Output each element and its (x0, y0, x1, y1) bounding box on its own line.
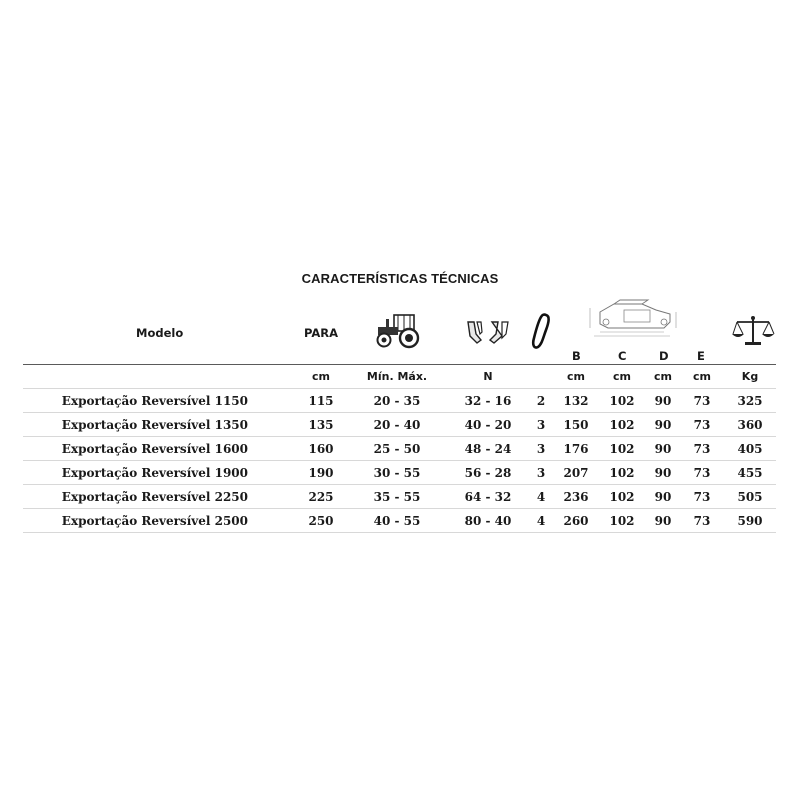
row-rule (23, 412, 776, 413)
table-cell: 73 (693, 442, 711, 456)
table-cell: 20 - 40 (373, 418, 421, 432)
unit-label: cm (312, 370, 330, 383)
unit-label: cm (567, 370, 585, 383)
unit-label: Mín. Máx. (366, 370, 428, 383)
table-cell: 250 (308, 514, 334, 528)
tractor-icon (374, 313, 422, 349)
table-cell: 90 (654, 442, 672, 456)
scale-icon (731, 314, 775, 348)
table-cell: 20 - 35 (373, 394, 421, 408)
unit-label: cm (693, 370, 711, 383)
table-cell: 4 (536, 514, 546, 528)
table-cell: 40 - 55 (373, 514, 421, 528)
table-cell: 102 (609, 442, 635, 456)
blade-icon (464, 318, 512, 346)
table-cell: 64 - 32 (464, 490, 512, 504)
belt-icon (530, 312, 552, 350)
unit-label: N (483, 370, 493, 383)
page-title: CARACTERÍSTICAS TÉCNICAS (301, 271, 499, 286)
header-rule (23, 364, 776, 365)
table-cell: 90 (654, 490, 672, 504)
table-cell: 56 - 28 (464, 466, 512, 480)
model-name: Exportação Reversível 1900 (61, 466, 248, 480)
model-name: Exportação Reversível 1150 (61, 394, 248, 408)
table-cell: 505 (737, 490, 763, 504)
table-cell: 150 (563, 418, 589, 432)
table-cell: 73 (693, 418, 711, 432)
table-cell: 455 (737, 466, 763, 480)
header-e: E (697, 349, 705, 363)
table-cell: 90 (654, 514, 672, 528)
table-cell: 160 (308, 442, 334, 456)
table-cell: 102 (609, 394, 635, 408)
header-modelo: Modelo (136, 326, 184, 340)
unit-label: cm (654, 370, 672, 383)
table-cell: 260 (563, 514, 589, 528)
table-cell: 25 - 50 (373, 442, 421, 456)
table-cell: 90 (654, 394, 672, 408)
table-cell: 176 (563, 442, 589, 456)
table-cell: 132 (563, 394, 589, 408)
table-cell: 48 - 24 (464, 442, 512, 456)
row-rule (23, 436, 776, 437)
table-cell: 207 (563, 466, 589, 480)
table-cell: 102 (609, 490, 635, 504)
table-cell: 40 - 20 (464, 418, 512, 432)
dimension-diagram-icon (584, 296, 688, 346)
table-cell: 115 (308, 394, 334, 408)
table-cell: 30 - 55 (373, 466, 421, 480)
row-rule (23, 388, 776, 389)
unit-label: cm (613, 370, 631, 383)
table-cell: 135 (308, 418, 334, 432)
row-rule (23, 484, 776, 485)
table-cell: 360 (737, 418, 763, 432)
table-cell: 80 - 40 (464, 514, 512, 528)
header-d: D (659, 349, 669, 363)
model-name: Exportação Reversível 1600 (61, 442, 248, 456)
unit-label: Kg (741, 370, 759, 383)
table-cell: 90 (654, 418, 672, 432)
table-cell: 2 (536, 394, 546, 408)
row-rule (23, 532, 776, 533)
table-cell: 3 (536, 418, 546, 432)
table-cell: 4 (536, 490, 546, 504)
model-name: Exportação Reversível 1350 (61, 418, 248, 432)
header-b: B (572, 349, 581, 363)
header-c: C (618, 349, 627, 363)
table-cell: 3 (536, 466, 546, 480)
table-cell: 73 (693, 394, 711, 408)
table-cell: 90 (654, 466, 672, 480)
table-cell: 190 (308, 466, 334, 480)
table-cell: 590 (737, 514, 763, 528)
table-cell: 102 (609, 514, 635, 528)
table-cell: 73 (693, 490, 711, 504)
row-rule (23, 460, 776, 461)
table-cell: 3 (536, 442, 546, 456)
model-name: Exportação Reversível 2500 (61, 514, 248, 528)
table-cell: 35 - 55 (373, 490, 421, 504)
table-cell: 73 (693, 466, 711, 480)
table-cell: 102 (609, 418, 635, 432)
table-cell: 325 (737, 394, 763, 408)
model-name: Exportação Reversível 2250 (61, 490, 248, 504)
table-cell: 73 (693, 514, 711, 528)
table-cell: 102 (609, 466, 635, 480)
table-cell: 405 (737, 442, 763, 456)
header-para: PARA (304, 326, 339, 340)
table-cell: 32 - 16 (464, 394, 512, 408)
table-cell: 236 (563, 490, 589, 504)
row-rule (23, 508, 776, 509)
table-cell: 225 (308, 490, 334, 504)
